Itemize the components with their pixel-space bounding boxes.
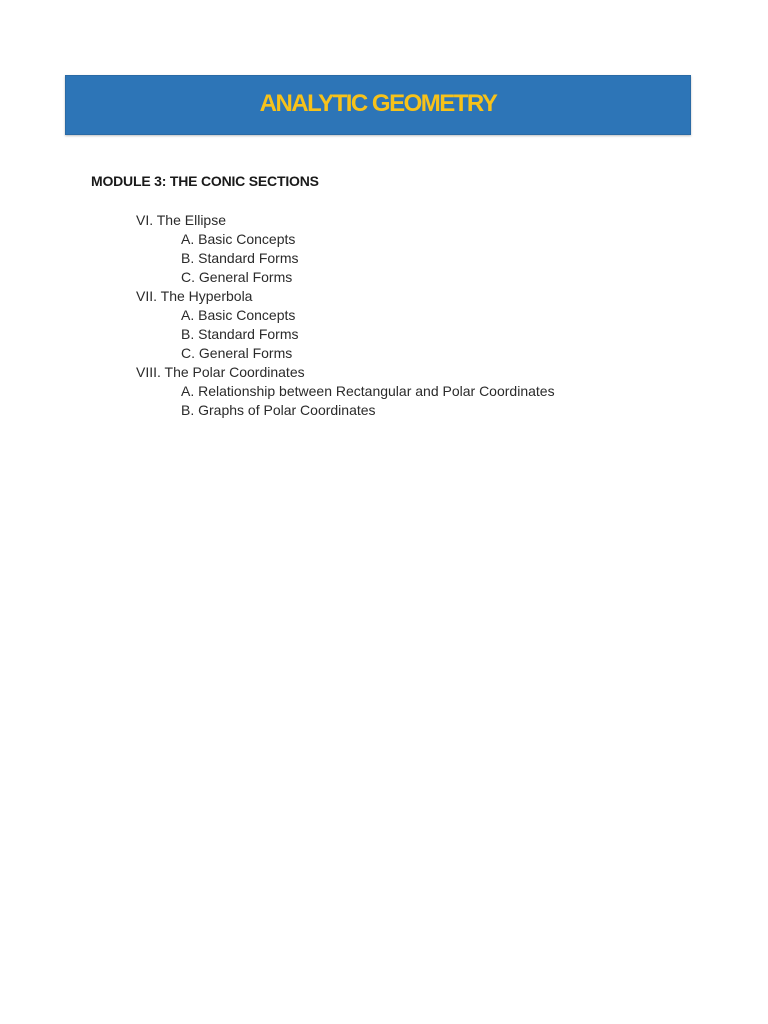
outline-subtopic: C. General Forms <box>181 269 293 285</box>
outline-subtopic: B. Standard Forms <box>181 250 299 266</box>
outline-subtopic: A. Basic Concepts <box>181 231 296 247</box>
outline-subtopic: A. Basic Concepts <box>181 307 296 323</box>
outline-subtopic: B. Graphs of Polar Coordinates <box>181 402 376 418</box>
outline-subtopic: B. Standard Forms <box>181 326 299 342</box>
outline-section-polar-coordinates: VIII. The Polar Coordinates <box>136 364 305 380</box>
topic-outline <box>0 211 555 420</box>
outline-subtopic: A. Relationship between Rectangular and Polar Coordinates <box>181 383 555 399</box>
title-banner <box>65 75 691 135</box>
module-heading: MODULE 3: THE CONIC SECTIONS <box>91 173 319 189</box>
outline-section-ellipse: VI. The Ellipse <box>136 212 227 228</box>
document-title: ANALYTIC GEOMETRY <box>259 90 497 117</box>
outline-subtopic: C. General Forms <box>181 345 293 361</box>
outline-section-hyperbola: VII. The Hyperbola <box>136 288 253 304</box>
